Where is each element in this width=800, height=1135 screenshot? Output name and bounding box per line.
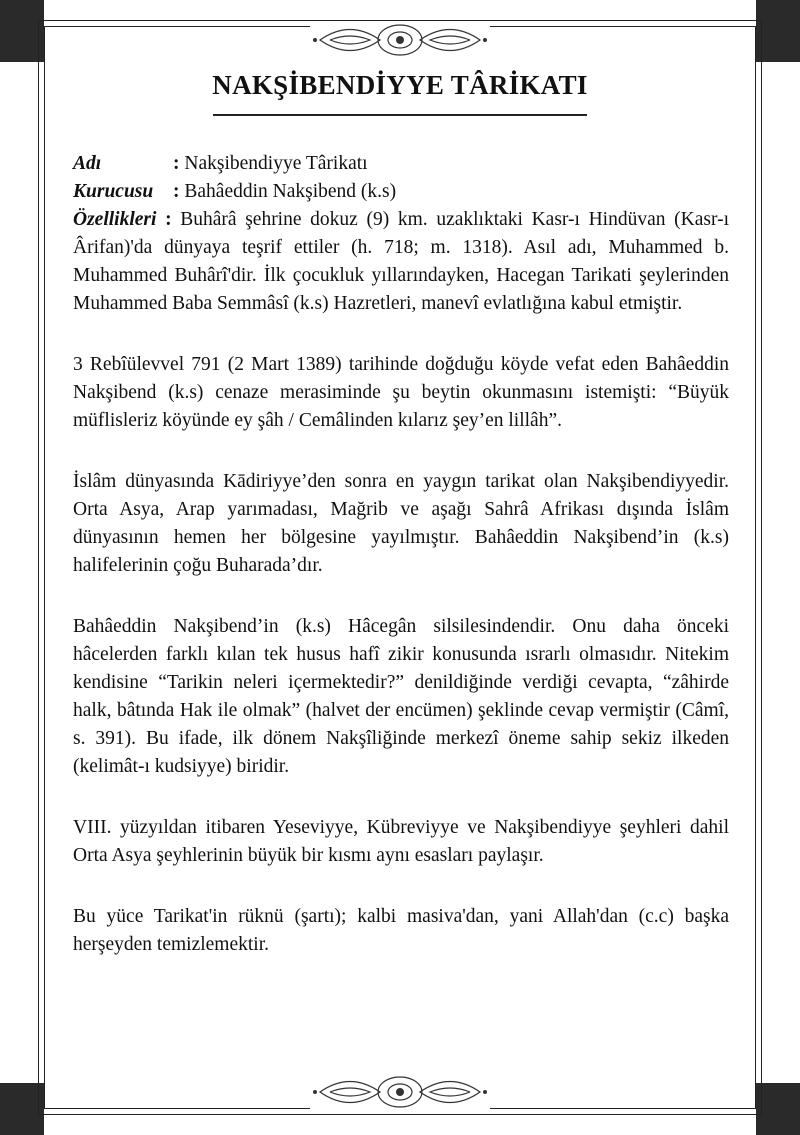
field-name: Adı : Nakşibendiyye Târikatı <box>73 150 729 178</box>
corner-block-top-right <box>756 0 800 62</box>
field-value-founder: Bahâeddin Nakşibend (k.s) <box>184 181 397 202</box>
field-value-name: Nakşibendiyye Târikatı <box>184 153 368 174</box>
field-label-founder: Kurucusu <box>73 181 154 202</box>
page-title: NAKŞİBENDİYYE TÂRİKATI <box>212 70 588 100</box>
field-value-features: Buhârâ şehrine dokuz (9) km. uzaklıktaki Kasr-ı Hindüvan (Kasr-ı Ârifan)'da dünyaya teşrif ettiler (h. 718; m. 1318). Asıl adı, Muhammed b. Muhammed Buhârî'dir. İlk çocukluk yıllarındayken, Hacegan Tarikati şeylerinden Muhammed Baba Semmâsî (k.s) Hazretleri, manevî evlatlığına kabul etmiştir. <box>73 209 729 314</box>
field-label-name: Adı <box>73 153 102 174</box>
paragraph-death: 3 Rebîülevvel 791 (2 Mart 1389) tarihinde doğduğu köyde vefat eden Bahâeddin Nakşibend (k.s) cenaze merasiminde şu beytin okunmasını istemişti: “Büyük müflisleriz köyünde ey şâh / Cemâlinden kılarız şey’en lillâh”. <box>73 354 729 431</box>
corner-block-bottom-right <box>756 1083 800 1135</box>
paragraph-rukn: Bu yüce Tarikat'in rüknü (şartı); kalbi masiva'dan, yani Allah'dan (c.c) başka herşeyden temizlemektir. <box>73 906 729 955</box>
document-body <box>73 150 729 959</box>
field-label-features: Özellikleri <box>73 209 157 230</box>
floral-ornament-icon <box>310 22 490 58</box>
floral-ornament-icon <box>310 1074 490 1110</box>
paragraph-silsila: Bahâeddin Nakşibend’in (k.s) Hâcegân silsilesindendir. Onu daha önceki hâcelerden farklı kılan tek husus hafî zikir konusunda ısrarlı olmasıdır. Nitekim kendisine “Tarikin neleri içermektedir?” denildiğinde verdiği cevapta, “zâhirde halk, bâtında Hak ile olmak” (halvet der encümen) şeklinde cevap vermiştir (Câmî, s. 391). Bu ifade, ilk dönem Nakşîliğinde merkezî öneme sahip sekiz ilkeden (kelimât-ı kudsiyye) biridir. <box>73 616 729 777</box>
paragraph-spread: İslâm dünyasında Kādiriyye’den sonra en yaygın tarikat olan Nakşibendiyyedir. Orta Asya, Arap yarımadası, Mağrib ve aşağı Sahrâ Afrikası dışında İslâm dünyasının hemen her bölgesine yayılmıştır. Bahâeddin Nakşibend’in (k.s) halifelerinin çoğu Buharada’dır. <box>73 471 729 576</box>
field-features: Özellikleri : Buhârâ şehrine dokuz (9) km. uzaklıktaki Kasr-ı Hindüvan (Kasr-ı Ârifan)'da dünyaya teşrif ettiler (h. 718; m. 1318). Asıl adı, Muhammed b. Muhammed Buhârî'dir. İlk çocukluk yıllarındayken, Hacegan Tarikati şeylerinden Muhammed Baba Semmâsî (k.s) Hazretleri, manevî evlatlığına kabul etmiştir. <box>73 206 729 318</box>
field-founder: Kurucusu : Bahâeddin Nakşibend (k.s) <box>73 178 729 206</box>
paragraph-central-asia: VIII. yüzyıldan itibaren Yeseviyye, Kübreviyye ve Nakşibendiyye şeyhleri dahil Orta Asya şeyhlerinin büyük bir kısmı aynı esasları paylaşır. <box>73 817 729 866</box>
title-underline <box>213 114 587 116</box>
